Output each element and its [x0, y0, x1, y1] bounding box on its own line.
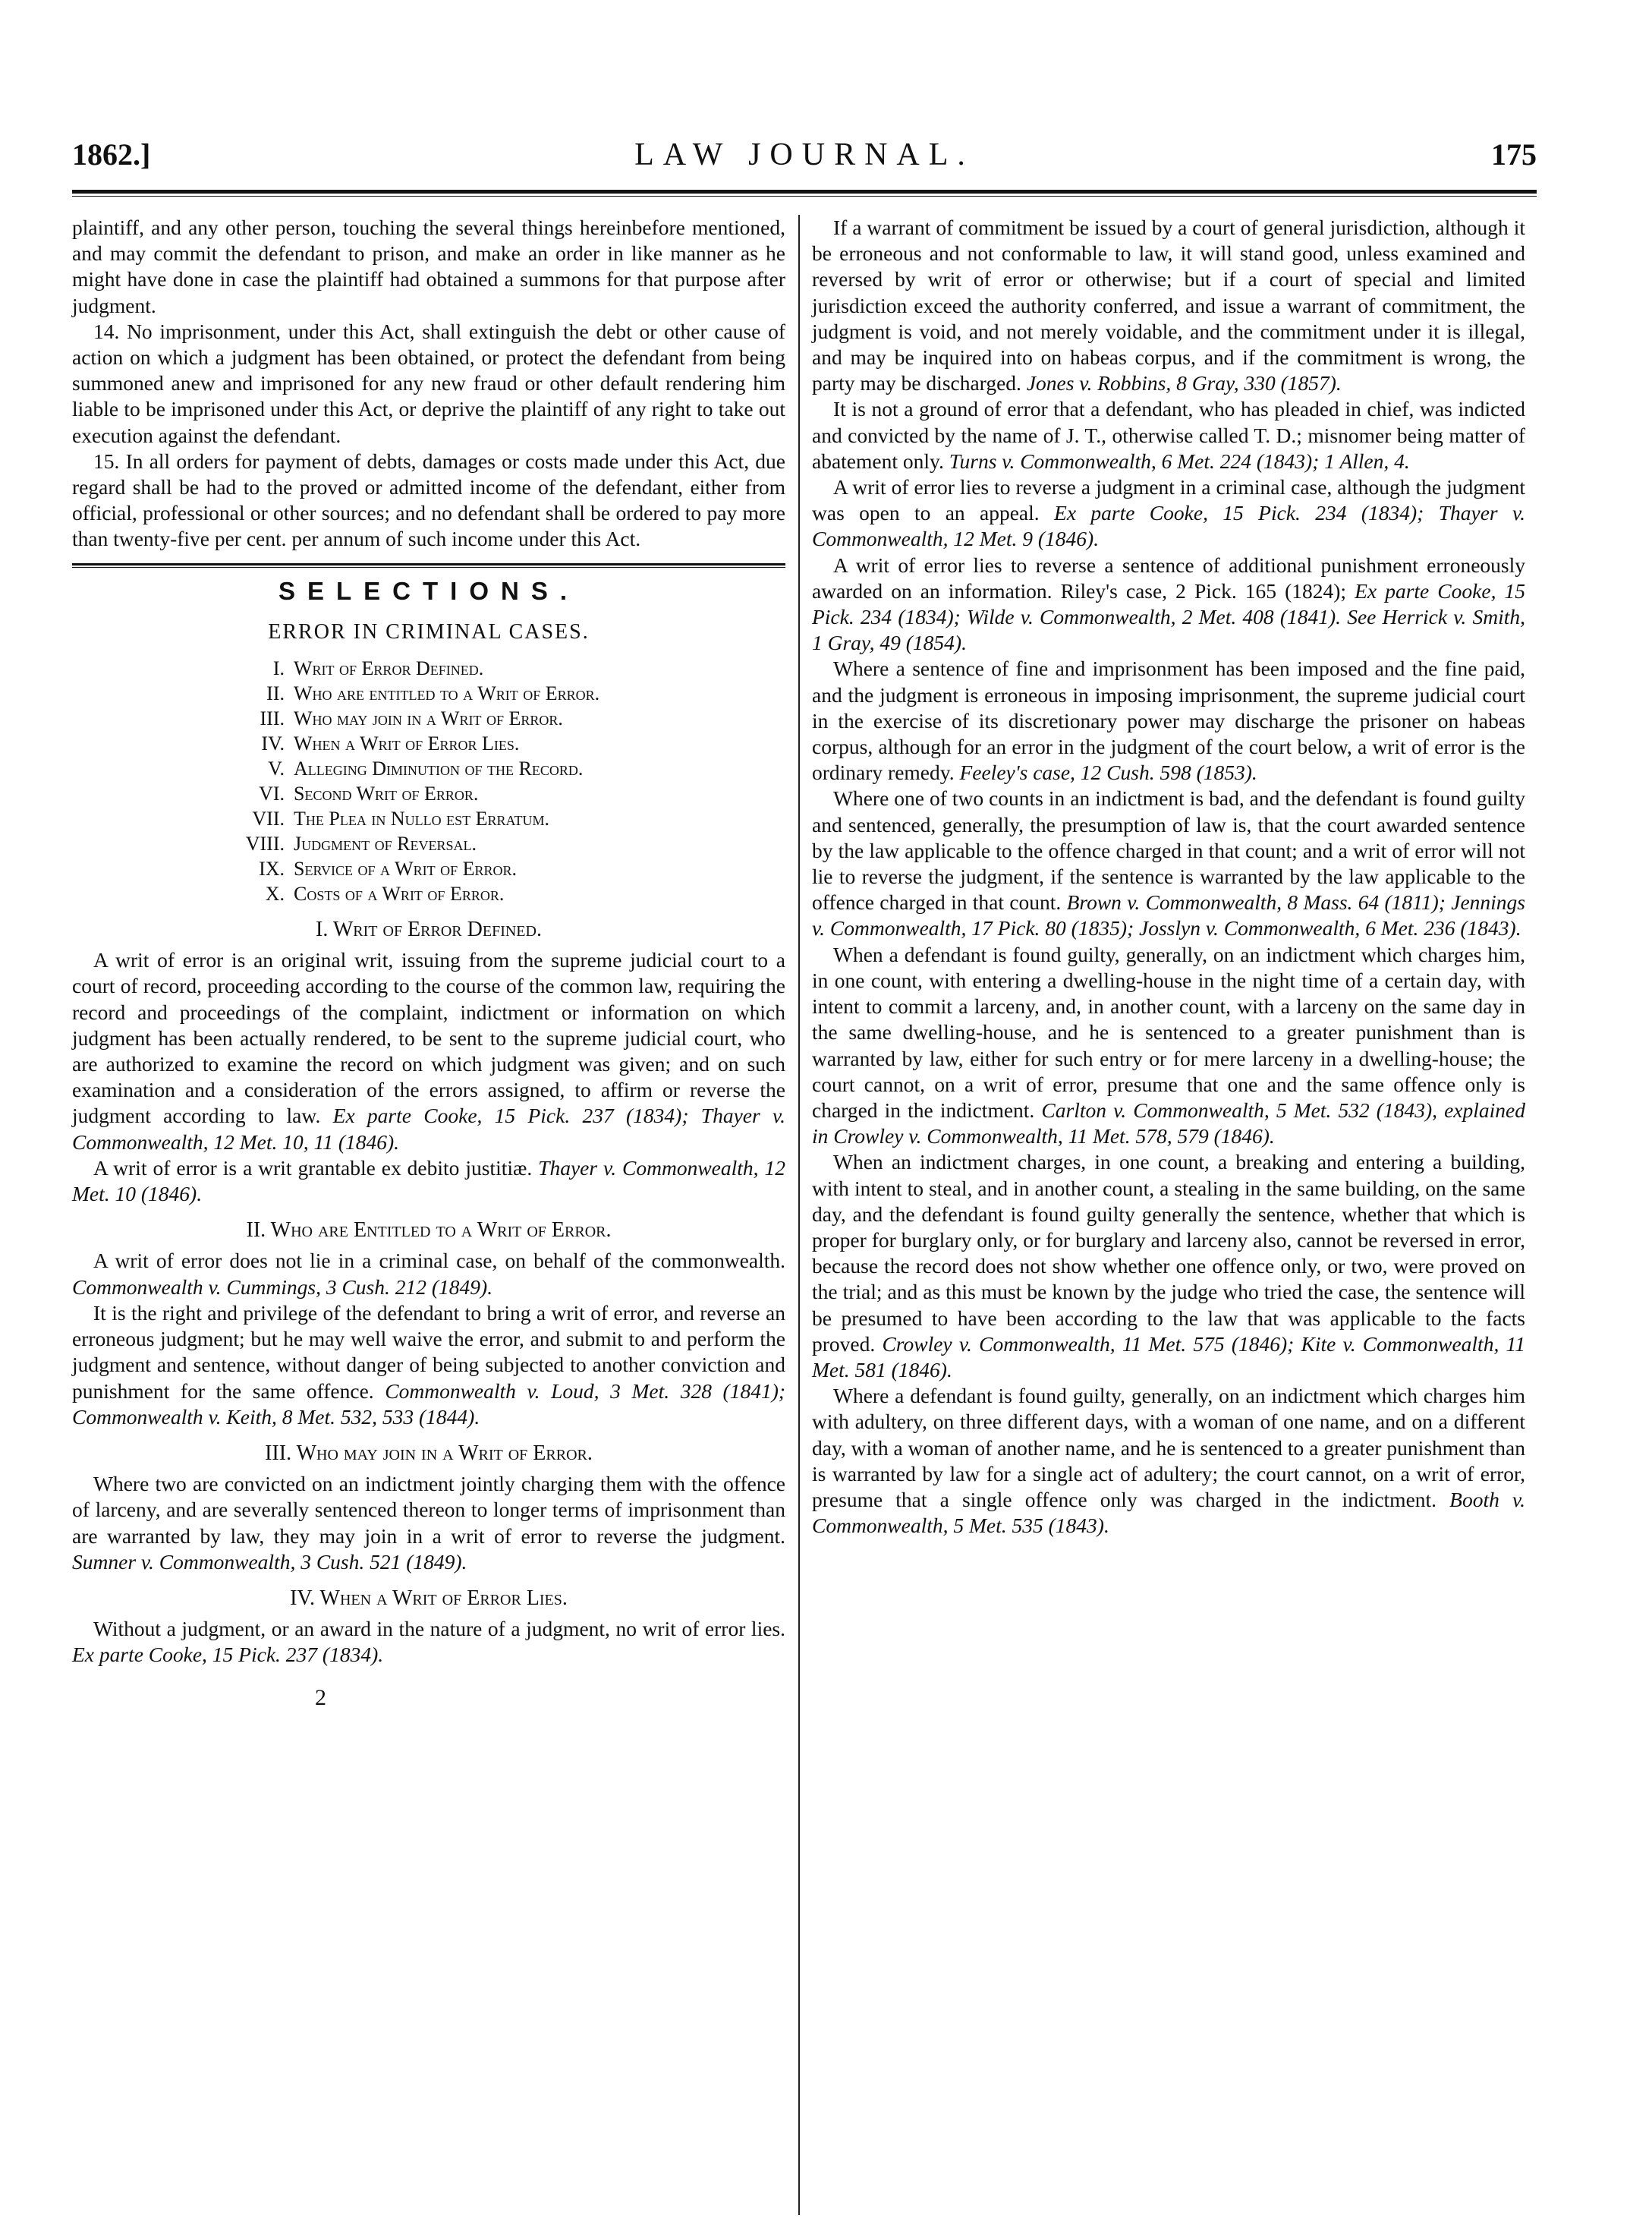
statute-section-15: 15. In all orders for payment of debts, damages or costs made under this Act, due regard shall be had to the proved or admitted income of the defendant, either from official, professional or other sources; and no defendant shall be ordered to pay more than twenty-five per cent. per annum of such income under this Act.	[72, 449, 785, 551]
paragraph: A writ of error lies to reverse a judgment in a criminal case, although the judgment was open to an appeal. Ex parte Cooke, 15 Pick. 234 (1834); Thayer v. Commonwealth, 12 Met. 9 (1846).	[812, 475, 1526, 551]
paragraph: Where two are convicted on an indictment jointly charging them with the offence of larceny, and are severally sentenced thereon to longer terms of imprisonment than are warranted by law, they may join in a writ of error to reverse the judgment. Sumner v. Commonwealth, 3 Cush. 521 (1849).	[72, 1472, 785, 1574]
toc-item: II. Who are entitled to a Writ of Error.	[266, 682, 600, 705]
citation: Jones v. Robbins, 8 Gray, 330 (1857).	[1026, 371, 1342, 395]
year-label: 1862.]	[72, 137, 151, 172]
citation: Brown v. Commonwealth, 8 Mass. 64 (1811); Jennings v. Commonwealth, 17 Pick. 80 (1835); Josslyn v. Commonwealth, 6 Met. 236 (1843).	[812, 890, 1526, 940]
paragraph: It is not a ground of error that a defendant, who has pleaded in chief, was indicted and convicted by the name of J. T., otherwise called T. D.; misnomer being matter of abatement only. Turns v. Commonwealth, 6 Met. 224 (1843); 1 Allen, 4.	[812, 397, 1525, 473]
citation: Ex parte Cooke, 15 Pick. 237 (1834); Thayer v. Commonwealth, 12 Met. 10, 11 (1846).	[72, 1104, 786, 1154]
statute-continuation: plaintiff, and any other person, touching the several things hereinbefore mentioned, and may commit the defendant to prison, and make an order in like manner as he might have done in case the plaintiff had obtained a summons for that purpose after judgment.	[72, 216, 785, 317]
citation: Turns v. Commonwealth, 6 Met. 224 (1843); 1 Allen, 4.	[949, 449, 1410, 473]
citation: Thayer v. Commonwealth, 12 Met. 10 (1846).	[72, 1155, 785, 1206]
table-of-contents	[224, 656, 785, 906]
section-heading-3: III. Who may join in a Writ of Error.	[265, 1441, 593, 1465]
page-number: 175	[1491, 137, 1537, 172]
citation: Commonwealth v. Cummings, 3 Cush. 212 (1849).	[72, 1274, 493, 1299]
toc-item: X. Costs of a Writ of Error.	[265, 883, 505, 906]
paragraph: If a warrant of commitment be issued by a court of general jurisdiction, although it be erroneous and not conformable to law, it will stand good, unless examined and reversed by writ of error or otherwise; but if a court of special and limited jurisdiction exceed the authority conferred, and issue a warrant of commitment, the judgment is void, and not merely voidable, and the commitment under it is illegal, and may be inquired into on habeas corpus, and if the commitment is wrong, the party may be discharged. Jones v. Robbins, 8 Gray, 330 (1857).	[812, 216, 1525, 395]
section-heading-4: IV. When a Writ of Error Lies.	[290, 1586, 568, 1610]
citation: Carlton v. Commonwealth, 5 Met. 532 (1843), explained in Crowley v. Commonwealth, 11 Met. 578, 579 (1846).	[812, 1098, 1525, 1148]
paragraph: It is the right and privilege of the defendant to bring a writ of error, and reverse an erroneous judgment; but he may well waive the error, and submit to and perform the judgment and sentence, without danger of being subjected to another conviction and punishment for the same offence. Commonwealth v. Loud, 3 Met. 328 (1841); Commonwealth v. Keith, 8 Met. 532, 533 (1844).	[72, 1300, 786, 1429]
toc-item: V. Alleging Diminution of the Record.	[268, 758, 584, 780]
section-heading-2: II. Who are Entitled to a Writ of Error.	[246, 1218, 612, 1243]
column-divider	[798, 215, 800, 2215]
paragraph: A writ of error lies to reverse a sentence of additional punishment erroneously awarded on an information. Riley's case, 2 Pick. 165 (1824); Ex parte Cooke, 15 Pick. 234 (1834); Wilde v. Commonwealth, 2 Met. 408 (1841). See Herrick v. Smith, 1 Gray, 49 (1854).	[812, 553, 1526, 655]
paragraph: A writ of error is an original writ, issuing from the supreme judicial court to a court of record, proceeding according to the course of the common law, requiring the record and proceedings of the complaint, indictment or information on which judgment has been actually rendered, to be sent to the supreme judicial court, who are authorized to examine the record on which judgment was given; and on such examination and a consideration of the errors assigned, to affirm or reverse the judgment according to law. Ex parte Cooke, 15 Pick. 237 (1834); Thayer v. Commonwealth, 12 Met. 10, 11 (1846).	[72, 948, 786, 1154]
journal-title: LAW JOURNAL.	[634, 137, 974, 172]
citation: Feeley's case, 12 Cush. 598 (1853).	[959, 761, 1257, 785]
paragraph: A writ of error is a writ grantable ex debito justitiæ. Thayer v. Commonwealth, 12 Met. 10 (1846).	[72, 1155, 785, 1206]
left-column	[72, 215, 785, 1711]
citation: Crowley v. Commonwealth, 11 Met. 575 (1846); Kite v. Commonwealth, 11 Met. 581 (1846).	[812, 1331, 1525, 1381]
citation: Sumner v. Commonwealth, 3 Cush. 521 (1849).	[72, 1549, 467, 1574]
signature-mark: 2	[315, 1684, 326, 1710]
toc-item: I. Writ of Error Defined.	[272, 657, 484, 680]
paragraph: Where a defendant is found guilty, generally, on an indictment which charges him with adultery, on three different days, with a woman of one name, and on a different day, with a woman of another name, and he is sentenced to a greater punishment than is warranted by law for a single act of adultery; the court cannot, on a writ of error, presume that a single offence only was charged in the indictment. Booth v. Commonwealth, 5 Met. 535 (1843).	[812, 1384, 1526, 1538]
citation: Booth v. Commonwealth, 5 Met. 535 (1843).	[812, 1487, 1526, 1538]
toc-item: III. Who may join in a Writ of Error.	[260, 707, 563, 730]
toc-item: VII. The Plea in Nullo est Erratum.	[252, 808, 549, 830]
toc-item: VI. Second Writ of Error.	[259, 783, 479, 805]
right-column	[812, 215, 1525, 1539]
citation: Ex parte Cooke, 15 Pick. 234 (1834); Wilde v. Commonwealth, 2 Met. 408 (1841). See Herrick v. Smith, 1 Gray, 49 (1854).	[812, 578, 1526, 655]
paragraph: When a defendant is found guilty, generally, on an indictment which charges him, in one count, with entering a dwelling-house in the night time of a certain day, with intent to commit a larceny, and, in another count, with a larceny on the same day in the same dwelling-house, and he is sentenced to a greater punishment than is warranted by law, either for such entry or for mere larceny in a dwelling-house; the court cannot, on a writ of error, presume that one and the same offence only is charged in the indictment. Carlton v. Commonwealth, 5 Met. 532 (1843), explained in Crowley v. Commonwealth, 11 Met. 578, 579 (1846).	[812, 942, 1525, 1148]
section-rule	[72, 563, 785, 568]
article-title: ERROR IN CRIMINAL CASES.	[268, 619, 590, 644]
selections-heading: SELECTIONS.	[278, 576, 580, 605]
paragraph: Where one of two counts in an indictment is bad, and the defendant is found guilty and sentenced, generally, the presumption of law is, that the court awarded sentence by the law applicable to the offence charged in that count; and a writ of error will not lie to reverse the judgment, if the sentence is warranted by the law applicable to the offence charged in that count. Brown v. Commonwealth, 8 Mass. 64 (1811); Jennings v. Commonwealth, 17 Pick. 80 (1835); Josslyn v. Commonwealth, 6 Met. 236 (1843).	[812, 786, 1526, 940]
citation: Ex parte Cooke, 15 Pick. 237 (1834).	[72, 1643, 384, 1667]
toc-item: IX. Service of a Writ of Error.	[259, 858, 517, 881]
header-rule	[72, 190, 1537, 197]
paragraph: Without a judgment, or an award in the nature of a judgment, no writ of error lies. Ex parte Cooke, 15 Pick. 237 (1834).	[72, 1617, 785, 1667]
running-head	[72, 137, 1537, 190]
journal-page	[72, 137, 1537, 1710]
paragraph: Where a sentence of fine and imprisonment has been imposed and the fine paid, and the judgment is erroneous in imposing imprisonment, the supreme judicial court in the exercise of its discretionary power may discharge the prisoner on habeas corpus, although for an error in the judgment of the court below, a writ of error is the ordinary remedy. Feeley's case, 12 Cush. 598 (1853).	[812, 657, 1525, 785]
paragraph: A writ of error does not lie in a criminal case, on behalf of the commonwealth. Commonwealth v. Cummings, 3 Cush. 212 (1849).	[72, 1249, 785, 1299]
toc-item: IV. When a Writ of Error Lies.	[261, 732, 520, 755]
citation: Ex parte Cooke, 15 Pick. 234 (1834); Thayer v. Commonwealth, 12 Met. 9 (1846).	[812, 501, 1526, 551]
section-heading-1: I. Writ of Error Defined.	[316, 918, 542, 942]
paragraph: When an indictment charges, in one count, a breaking and entering a building, with intent to steal, and in another count, a stealing in the same building, on the same day, and the defendant is found guilty generally the sentence, whether that which is proper for burglary only, or for burglary and larceny also, cannot be reversed in error, because the record does not show whether one offence only, or two, were proved on the trial; and as this must be known by the judge who tried the case, the sentence will be presumed to have been according to the law that was applicable to the facts proved. Crowley v. Commonwealth, 11 Met. 575 (1846); Kite v. Commonwealth, 11 Met. 581 (1846).	[812, 1150, 1525, 1381]
citation: Commonwealth v. Loud, 3 Met. 328 (1841); Commonwealth v. Keith, 8 Met. 532, 533 (1844).	[72, 1378, 786, 1429]
toc-item: VIII. Judgment of Reversal.	[245, 833, 477, 855]
statute-section-14: 14. No imprisonment, under this Act, shall extinguish the debt or other cause of action on which a judgment has been obtained, or protect the defendant from being summoned anew and imprisoned for any new fraud or other default rendering him liable to be imprisoned under this Act, or deprive the plaintiff of any right to take out execution against the defendant.	[72, 319, 785, 447]
